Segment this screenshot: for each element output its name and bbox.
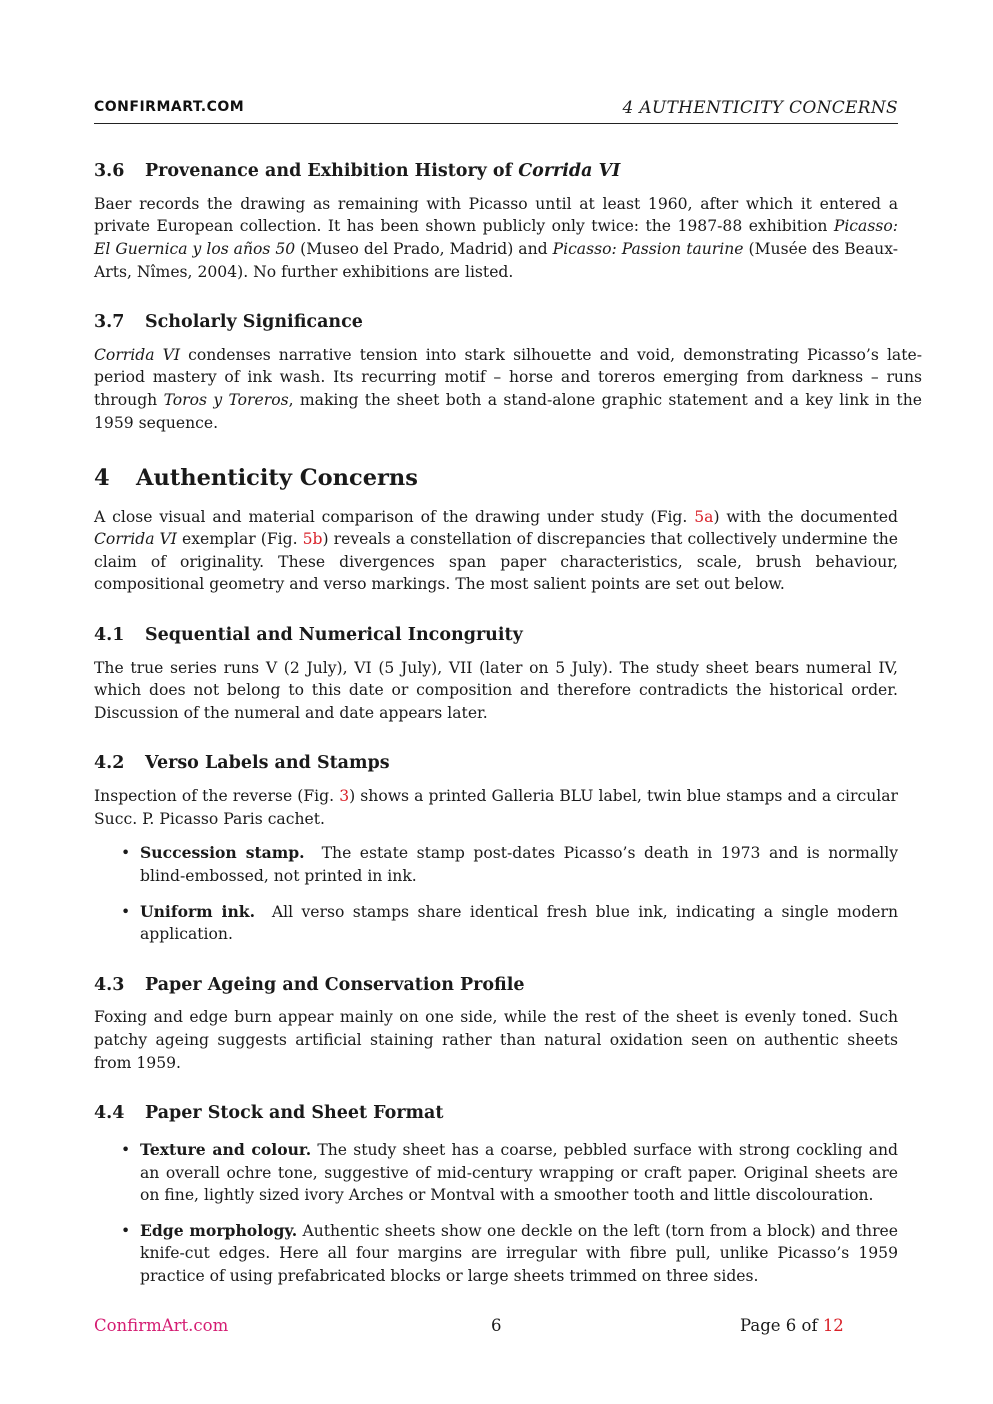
list-item: • Succession stamp. The estate stamp post-dates Picasso’s death in 1973 and is normally blind-embossed, not printed in ink. [140,842,898,887]
section-3-6-heading: 3.6 Provenance and Exhibition History of Corrida VI [94,161,621,181]
section-4-heading: 4 Authenticity Concerns [94,465,418,492]
section-4-3-heading: 4.3 Paper Ageing and Conservation Profile [94,974,525,995]
main-content [94,160,922,1308]
section-4-2-paragraph: Inspection of the reverse (Fig. 3) shows a printed Galleria BLU label, twin blue stamps and a circular Succ. P. Picasso Paris cachet. [94,787,898,828]
section-4-1-heading: 4.1 Sequential and Numerical Incongruity [94,624,523,645]
running-header [94,97,898,124]
paper-stock-list [94,1139,898,1288]
section-4-2-heading: 4.2 Verso Labels and Stamps [94,753,390,774]
section-3-7-heading: 3.7 Scholarly Significance [94,312,363,333]
footer-site-link[interactable]: ConfirmArt.com [94,1316,229,1335]
figure-3-link[interactable]: 3 [339,787,350,806]
total-pages-link[interactable]: 12 [822,1316,844,1335]
section-4-4-heading: 4.4 Paper Stock and Sheet Format [94,1103,444,1124]
figure-5b-link[interactable]: 5b [302,530,323,549]
footer-page-number: 6 [491,1316,502,1335]
running-section-title: 4 AUTHENTICITY CONCERNS [622,98,898,118]
section-4-paragraph: A close visual and material comparison of the drawing under study (Fig. 5a) with the documented Corrida VI exemplar (Fig. 5b) reveals a constellation of discrepancies that collectively undermine the claim of originality. These divergences span paper characteristics, scale, brush behaviour, compositional geometry and verso markings. The most salient points are set out below. [94,507,899,594]
list-item: • Edge morphology. Authentic sheets show one deckle on the left (torn from a block) and three knife-cut edges. Here all four margins are irregular with fibre pull, unlike Picasso’s 1959 practice of using prefabricated blocks or large sheets trimmed on three sides. [140,1220,898,1288]
figure-5a-link[interactable]: 5a [694,507,714,526]
confirmart-logo: CONFIRMART.COM [94,99,245,115]
section-3-6-paragraph: Baer records the drawing as remaining with Picasso until at least 1960, after which it entered a private European collection. It has been shown publicly only twice: the 1987-88 exhibition Picasso: El Guernica y los años 50 (Museo del Prado, Madrid) and Picasso: Passion taurine (Musée des Beaux-Arts, Nîmes, 2004). No further exhibitions are listed. [94,194,899,281]
section-4-1-paragraph: The true series runs V (2 July), VI (5 July), VII (later on 5 July). The study sheet bears numeral IV, which does not belong to this date or composition and therefore contradicts the historical order. Discussion of the numeral and date appears later. [94,658,898,722]
verso-findings-list [94,842,898,945]
list-item: • Uniform ink. All verso stamps share identical fresh blue ink, indicating a single modern application. [140,901,898,946]
footer-page-count: Page 6 of 12 [740,1316,844,1335]
section-4-3-paragraph: Foxing and edge burn appear mainly on one side, while the rest of the sheet is evenly toned. Such patchy ageing suggests artificial staining rather than natural oxidation seen on authentic sheets from 1959. [94,1008,898,1072]
section-3-7-paragraph: Corrida VI condenses narrative tension into stark silhouette and void, demonstrating Picasso’s late-period mastery of ink wash. Its recurring motif – horse and toreros emerging from darkness – runs through Toros y Toreros, making the sheet both a stand-alone graphic statement and a key link in the 1959 sequence. [94,345,922,432]
page-footer [94,1316,898,1340]
list-item: • Texture and colour. The study sheet has a coarse, pebbled surface with strong cockling and an overall ochre tone, suggestive of mid-century wrapping or craft paper. Original sheets are on fine, lightly sized ivory Arches or Montval with a smoother tooth and little discolouration. [140,1139,898,1207]
